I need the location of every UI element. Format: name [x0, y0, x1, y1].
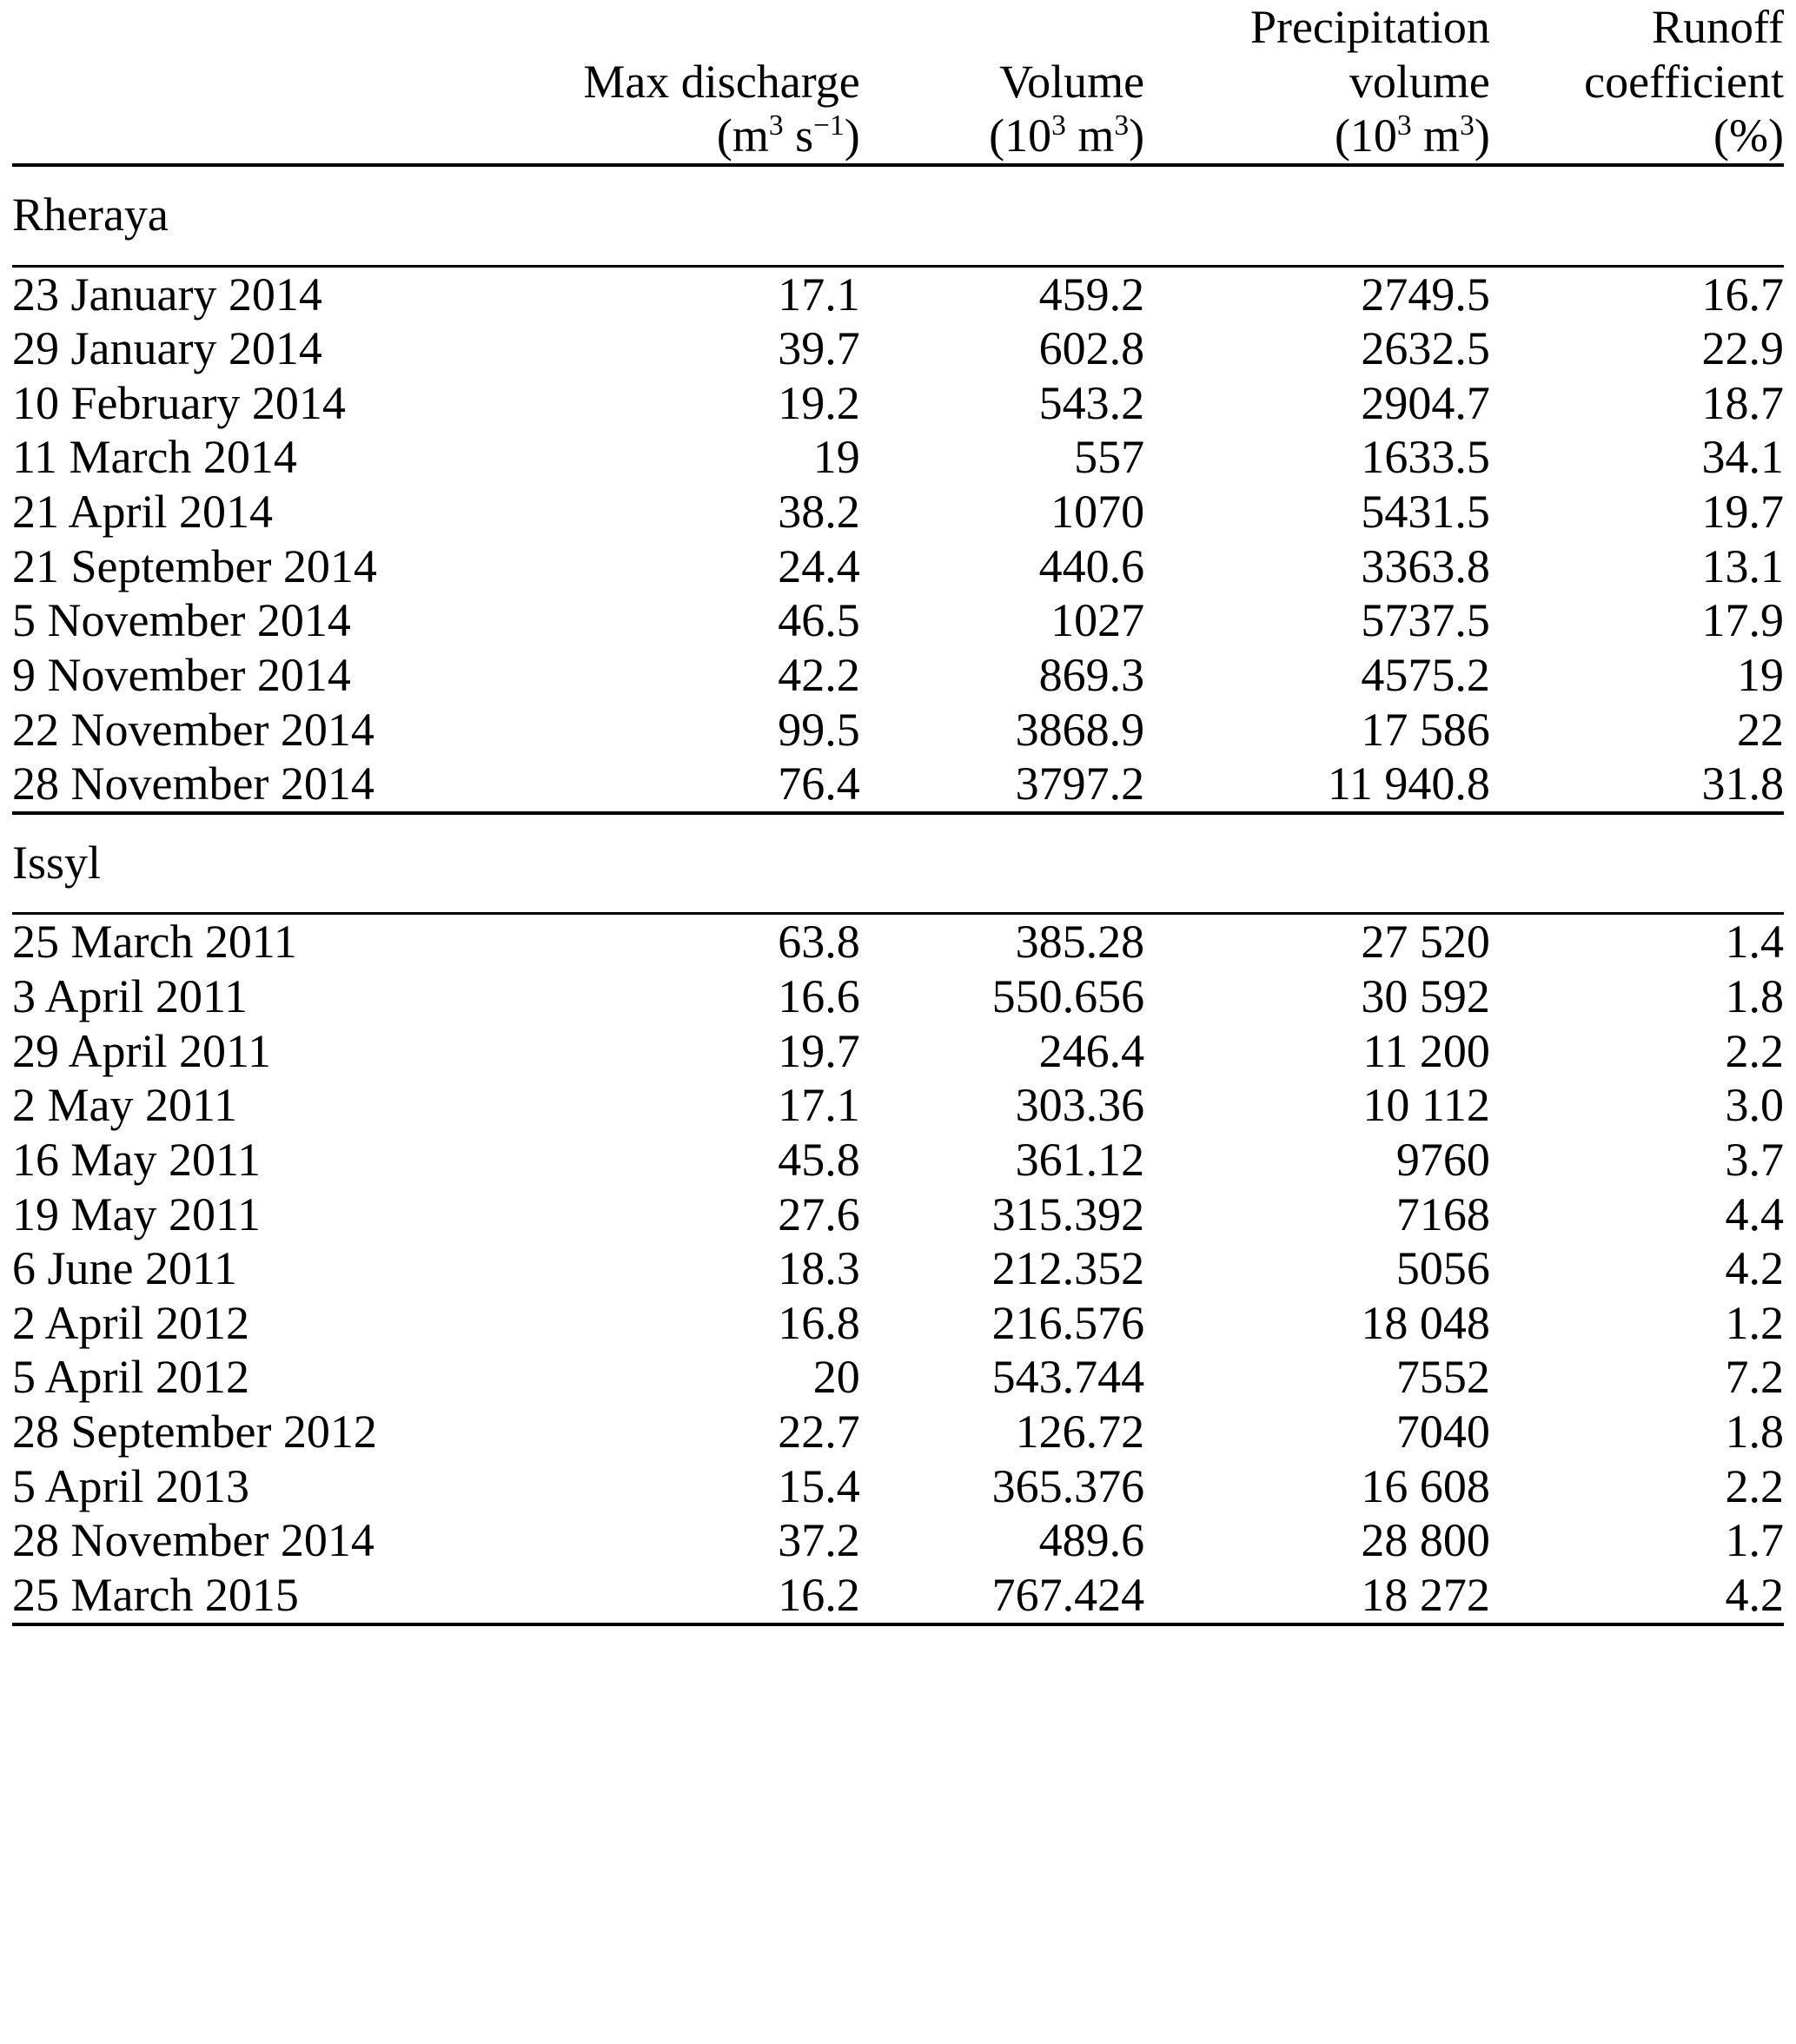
cell-max-discharge: 42.2: [778, 648, 860, 701]
cell-runoff-coefficient: 18.7: [1701, 376, 1784, 429]
cell-runoff-coefficient: 4.4: [1725, 1187, 1784, 1240]
cell-precipitation-volume: 3363.8: [1361, 539, 1490, 592]
unit-part: ): [1474, 109, 1490, 162]
cell-volume: 543.744: [991, 1351, 1145, 1404]
cell-volume: 365.376: [991, 1459, 1145, 1512]
cell-volume: 440.6: [1038, 539, 1145, 592]
cell-runoff-coefficient: 16.7: [1490, 266, 1784, 321]
cell-runoff-coefficient: 31.8: [1701, 757, 1784, 810]
cell-max-discharge: 20: [812, 1351, 860, 1404]
cell-precipitation-volume: 2749.5: [1144, 266, 1490, 321]
cell-precipitation-volume: 11 940.8: [1327, 757, 1490, 810]
unit-part: (10: [989, 109, 1052, 162]
cell-runoff-coefficient: 1.8: [1725, 970, 1784, 1022]
group-header-row: [12, 165, 1784, 266]
table-row: [12, 1350, 1784, 1405]
table-bottom-rule: [12, 1624, 1784, 1626]
cell-volume: 1027: [1050, 594, 1145, 647]
cell-max-discharge: 19.2: [778, 376, 860, 429]
table-row: [12, 1241, 1784, 1296]
table-row: [12, 1568, 1784, 1624]
cell-volume: 216.576: [991, 1296, 1145, 1349]
table-row: [12, 1296, 1784, 1351]
cell-runoff-coefficient: 2.2: [1725, 1024, 1784, 1077]
table-header: [12, 0, 1784, 165]
cell-volume: 246.4: [1038, 1024, 1145, 1077]
cell-date: 2 May 2011: [12, 1079, 237, 1132]
cell-precipitation-volume: 2904.7: [1361, 376, 1490, 429]
cell-precipitation-volume: 28 800: [1361, 1514, 1490, 1567]
cell-precipitation-volume: 1633.5: [1361, 431, 1490, 484]
cell-date: 9 November 2014: [12, 648, 351, 701]
table-row: [12, 539, 1784, 594]
table-row: [12, 593, 1784, 648]
table-row: [12, 914, 1784, 969]
table-row: [12, 1405, 1784, 1459]
cell-date: 29 April 2011: [12, 1024, 272, 1077]
cell-precipitation-volume: 16 608: [1361, 1459, 1490, 1512]
table-row: [12, 757, 1784, 813]
cell-max-discharge: 16.8: [778, 1296, 860, 1349]
cell-date: 28 September 2012: [12, 1406, 377, 1458]
cell-max-discharge: 76.4: [778, 757, 860, 810]
header-line-units: [497, 109, 860, 163]
cell-volume: 3797.2: [1015, 757, 1145, 810]
cell-runoff-coefficient: 1.4: [1490, 914, 1784, 969]
column-header-runoff-coefficient: [1490, 0, 1784, 165]
cell-max-discharge: 45.8: [778, 1133, 860, 1186]
column-header-volume: [860, 0, 1144, 165]
table-row: [12, 969, 1784, 1024]
cell-max-discharge: 17.1: [497, 266, 860, 321]
header-line-units: [1144, 109, 1490, 163]
header-line: coefficient: [1584, 55, 1784, 108]
column-header-max-discharge: [497, 0, 860, 165]
cell-volume: 3868.9: [1015, 703, 1145, 756]
rule-cell: [1490, 1624, 1784, 1626]
unit-part: s: [783, 109, 814, 162]
cell-date: 5 April 2012: [12, 1351, 250, 1404]
cell-max-discharge: 99.5: [778, 703, 860, 756]
unit-exponent: 3: [768, 109, 784, 142]
cell-runoff-coefficient: 34.1: [1701, 431, 1784, 484]
cell-precipitation-volume: 11 200: [1362, 1024, 1490, 1077]
cell-volume: 212.352: [991, 1242, 1145, 1295]
cell-precipitation-volume: 18 272: [1361, 1568, 1490, 1621]
table-row: [12, 1459, 1784, 1514]
table-row: [12, 648, 1784, 703]
cell-max-discharge: 22.7: [778, 1406, 860, 1458]
column-header-precipitation-volume: [1144, 0, 1490, 165]
header-line-units: [860, 109, 1144, 163]
cell-max-discharge: 27.6: [778, 1187, 860, 1240]
cell-volume: 361.12: [1015, 1133, 1145, 1186]
cell-max-discharge: 19.7: [778, 1024, 860, 1077]
cell-precipitation-volume: 7040: [1395, 1406, 1490, 1458]
table-row: [12, 1024, 1784, 1079]
cell-volume: 385.28: [860, 914, 1144, 969]
cell-max-discharge: 15.4: [778, 1459, 860, 1512]
cell-volume: 1070: [1050, 486, 1145, 538]
cell-precipitation-volume: 5431.5: [1361, 486, 1490, 538]
unit-exponent: 3: [1396, 109, 1412, 142]
cell-max-discharge: 63.8: [497, 914, 860, 969]
cell-precipitation-volume: 7552: [1395, 1351, 1490, 1404]
cell-runoff-coefficient: 4.2: [1725, 1242, 1784, 1295]
unit-part: ): [844, 109, 860, 162]
cell-precipitation-volume: 5737.5: [1361, 594, 1490, 647]
cell-runoff-coefficient: 22: [1737, 703, 1784, 756]
cell-volume: 557: [1074, 431, 1145, 484]
cell-runoff-coefficient: 22.9: [1701, 322, 1784, 375]
table-row: [12, 703, 1784, 757]
table-row: [12, 485, 1784, 539]
cell-date: 21 September 2014: [12, 539, 377, 592]
cell-precipitation-volume: 2632.5: [1361, 322, 1490, 375]
cell-date: 22 November 2014: [12, 703, 374, 756]
cell-volume: 550.656: [991, 970, 1145, 1022]
rule-cell: [860, 1624, 1144, 1626]
cell-runoff-coefficient: 1.7: [1725, 1514, 1784, 1567]
group-name: Rheraya: [12, 165, 1784, 266]
cell-runoff-coefficient: 1.2: [1725, 1296, 1784, 1349]
cell-runoff-coefficient: 1.8: [1725, 1406, 1784, 1458]
cell-max-discharge: 24.4: [778, 539, 860, 592]
cell-precipitation-volume: 9760: [1395, 1133, 1490, 1186]
unit-exponent: 3: [1114, 109, 1130, 142]
cell-date: 28 November 2014: [12, 757, 374, 810]
header-line: Max discharge: [583, 55, 860, 108]
table-row: [12, 1513, 1784, 1568]
header-line: Precipitation: [1249, 1, 1490, 53]
cell-date: 5 November 2014: [12, 594, 351, 647]
cell-date: 29 January 2014: [12, 322, 322, 375]
table-body: [12, 165, 1784, 1626]
rule-cell: [497, 1624, 860, 1626]
cell-precipitation-volume: 27 520: [1144, 914, 1490, 969]
cell-date: 25 March 2015: [12, 1568, 299, 1621]
hydrology-events-table: [12, 0, 1784, 1626]
unit-exponent: 3: [1051, 109, 1066, 142]
cell-runoff-coefficient: 3.0: [1725, 1079, 1784, 1132]
unit-part: (m: [716, 109, 769, 162]
cell-date: 11 March 2014: [12, 431, 297, 484]
cell-max-discharge: 17.1: [778, 1079, 860, 1132]
unit-part: (10: [1334, 109, 1397, 162]
table-row: [12, 376, 1784, 431]
cell-precipitation-volume: 17 586: [1361, 703, 1490, 756]
header-line: Runoff: [1651, 1, 1784, 53]
table-row: [12, 1078, 1784, 1133]
cell-volume: 602.8: [1038, 322, 1145, 375]
unit-part: m: [1411, 109, 1461, 162]
rule-cell: [1144, 1624, 1490, 1626]
cell-runoff-coefficient: 19: [1737, 648, 1784, 701]
cell-precipitation-volume: 18 048: [1361, 1296, 1490, 1349]
cell-date: 21 April 2014: [12, 486, 274, 538]
cell-max-discharge: 18.3: [778, 1242, 860, 1295]
cell-volume: 126.72: [1015, 1406, 1145, 1458]
cell-runoff-coefficient: 17.9: [1701, 594, 1784, 647]
cell-runoff-coefficient: 3.7: [1725, 1133, 1784, 1186]
group-name: Issyl: [12, 813, 1784, 914]
cell-date: 2 April 2012: [12, 1296, 250, 1349]
header-line: volume: [1349, 55, 1490, 108]
unit-part: ): [1129, 109, 1145, 162]
cell-max-discharge: 39.7: [778, 322, 860, 375]
cell-date: 10 February 2014: [12, 376, 346, 429]
table-row: [12, 430, 1784, 485]
cell-volume: 767.424: [991, 1568, 1145, 1621]
cell-volume: 459.2: [860, 266, 1144, 321]
cell-volume: 489.6: [1038, 1514, 1145, 1567]
header-line: Volume: [999, 55, 1145, 108]
unit-part: m: [1065, 109, 1115, 162]
group-header-row: [12, 813, 1784, 914]
cell-volume: 315.392: [991, 1187, 1145, 1240]
cell-volume: 869.3: [1038, 648, 1145, 701]
cell-runoff-coefficient: 4.2: [1725, 1568, 1784, 1621]
cell-runoff-coefficient: 2.2: [1725, 1459, 1784, 1512]
cell-max-discharge: 19: [812, 431, 860, 484]
cell-precipitation-volume: 10 112: [1362, 1079, 1490, 1132]
cell-date: 5 April 2013: [12, 1459, 250, 1512]
header-line: (%): [1713, 109, 1784, 162]
cell-precipitation-volume: 4575.2: [1361, 648, 1490, 701]
cell-runoff-coefficient: 19.7: [1701, 486, 1784, 538]
cell-precipitation-volume: 7168: [1395, 1187, 1490, 1240]
cell-volume: 543.2: [1038, 376, 1145, 429]
cell-max-discharge: 37.2: [778, 1514, 860, 1567]
cell-date: 3 April 2011: [12, 970, 249, 1022]
table-row: [12, 266, 1784, 321]
cell-precipitation-volume: 5056: [1395, 1242, 1490, 1295]
cell-date: 23 January 2014: [12, 266, 497, 321]
cell-date: 25 March 2011: [12, 914, 497, 969]
cell-max-discharge: 16.6: [778, 970, 860, 1022]
column-header-date: [12, 0, 497, 165]
cell-date: 28 November 2014: [12, 1514, 374, 1567]
rule-cell: [12, 1624, 497, 1626]
table-row: [12, 1133, 1784, 1187]
cell-runoff-coefficient: 7.2: [1725, 1351, 1784, 1404]
cell-max-discharge: 38.2: [778, 486, 860, 538]
table-row: [12, 1187, 1784, 1242]
unit-exponent: 3: [1460, 109, 1475, 142]
table-row: [12, 321, 1784, 376]
cell-volume: 303.36: [1015, 1079, 1145, 1132]
unit-exponent: −1: [813, 109, 845, 142]
cell-max-discharge: 46.5: [778, 594, 860, 647]
cell-date: 6 June 2011: [12, 1242, 237, 1295]
cell-runoff-coefficient: 13.1: [1701, 539, 1784, 592]
cell-max-discharge: 16.2: [778, 1568, 860, 1621]
cell-date: 16 May 2011: [12, 1133, 261, 1186]
cell-precipitation-volume: 30 592: [1361, 970, 1490, 1022]
cell-date: 19 May 2011: [12, 1187, 261, 1240]
